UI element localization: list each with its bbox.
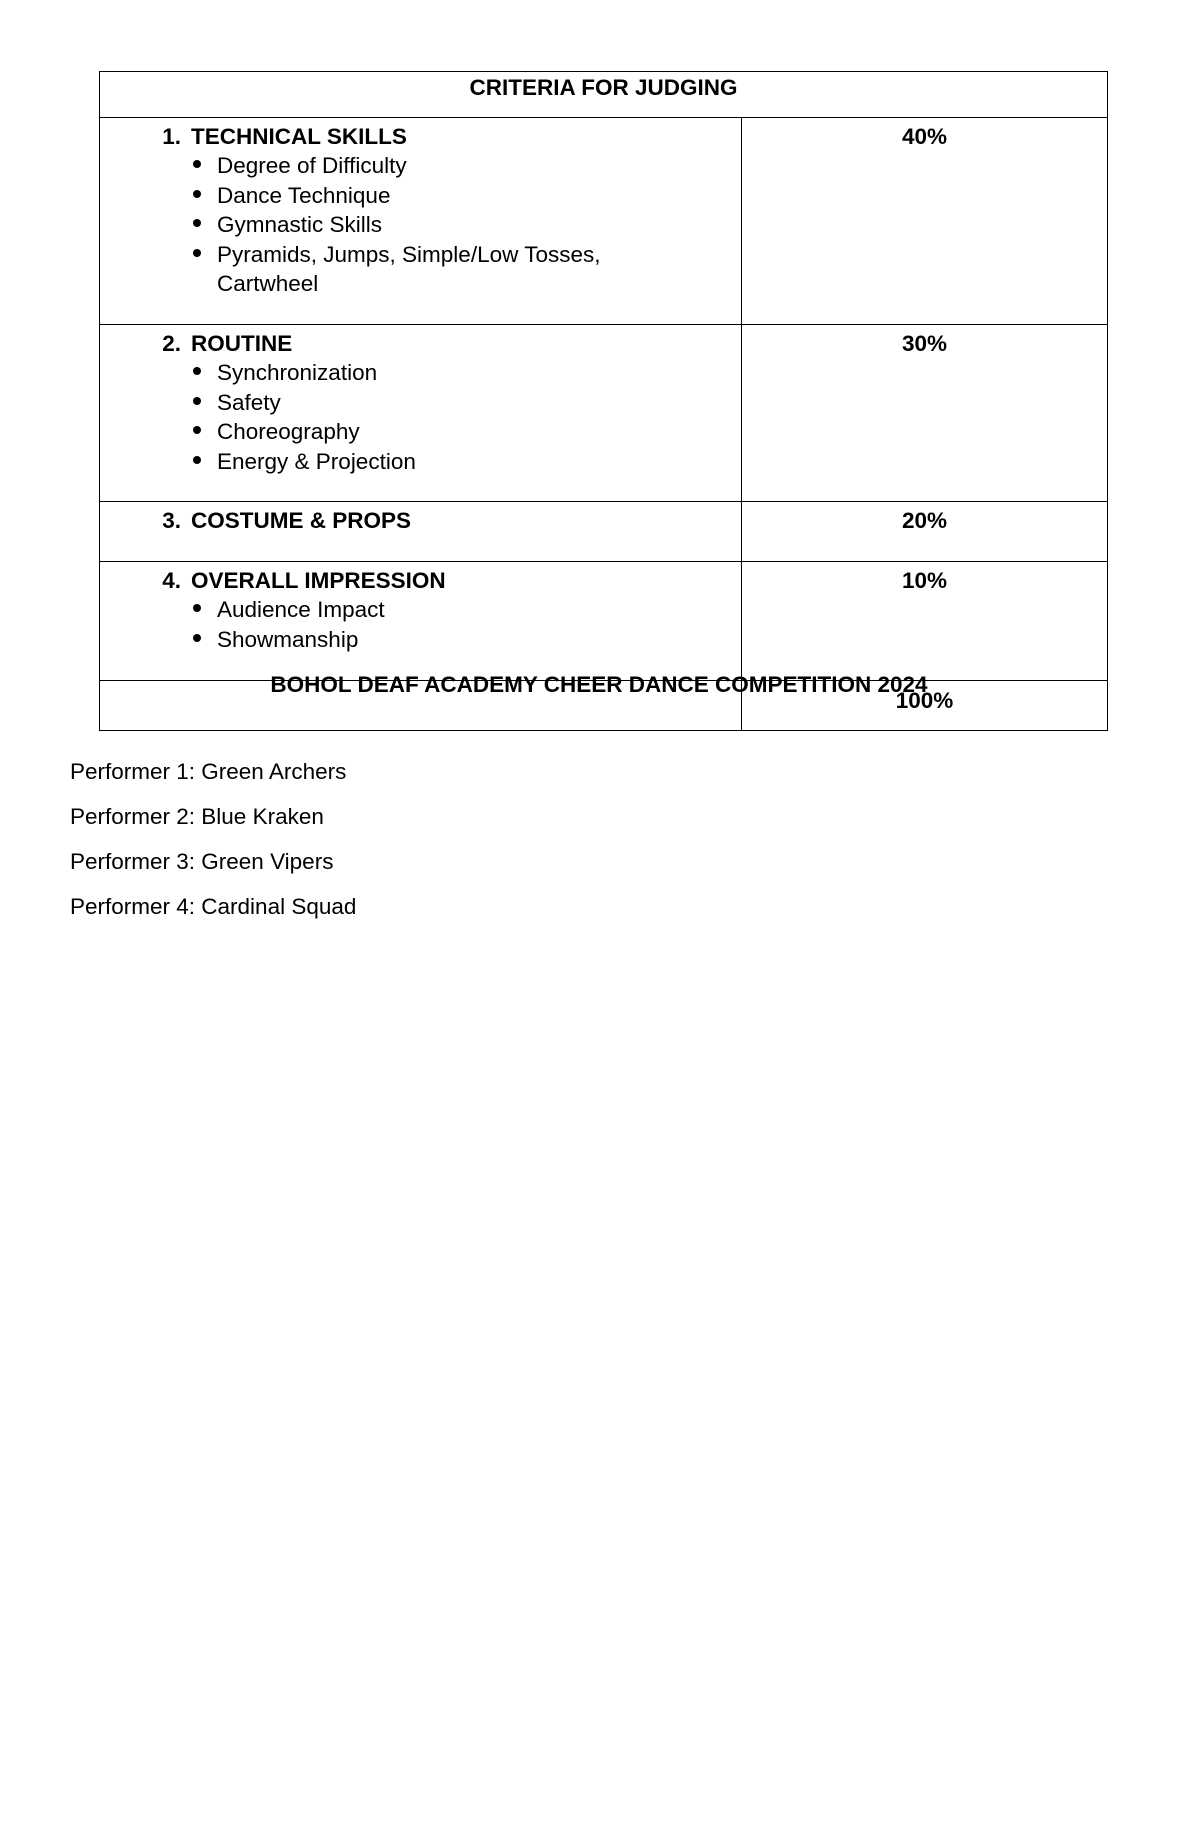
criterion-heading [100,122,741,151]
criterion-number: 4. [162,568,181,593]
criterion-cell [100,562,742,681]
criterion-number: 1. [162,124,181,149]
list-item [100,240,741,299]
bullet-icon [100,447,217,477]
list-item-text: Safety [217,389,281,415]
list-item [100,151,741,181]
performer-entry: Performer 4: Cardinal Squad [70,894,357,919]
bullet-icon [100,240,217,299]
criterion-weight: 40% [742,118,1108,325]
criterion-heading [100,566,741,595]
criterion-weight: 30% [742,325,1108,502]
table-header-row [100,72,1108,118]
criterion-title: COSTUME & PROPS [191,508,412,533]
bullet-icon [100,417,217,447]
criterion-heading [100,329,741,358]
list-item [100,417,741,447]
list-item [100,181,741,211]
performer-entry: Performer 2: Blue Kraken [70,804,324,829]
bullet-icon [100,595,217,625]
list-item-text: Energy & Projection [217,448,416,474]
list-item-text: Showmanship [217,626,359,652]
criterion-sub-list [100,595,741,654]
criterion-title: OVERALL IMPRESSION [191,568,446,593]
list-item [100,358,741,388]
criterion-title: ROUTINE [191,331,293,356]
list-item [100,447,741,477]
bullet-icon [100,210,217,240]
criterion-weight: 20% [742,502,1108,562]
performer-entry: Performer 3: Green Vipers [70,849,334,874]
list-item-text: Degree of Difficulty [217,153,407,178]
criterion-cell [100,325,742,502]
list-item [100,210,741,240]
list-item-text: Synchronization [217,360,378,385]
criterion-row [100,118,1108,325]
list-item-text: Pyramids, Jumps, Simple/Low Tosses, Cartwheel [217,241,601,296]
list-item-text: Gymnastic Skills [217,212,383,237]
total-weight: 100% [742,681,1108,731]
criterion-number: 2. [162,331,181,356]
list-item-text: Audience Impact [217,597,385,622]
criterion-number: 3. [162,508,181,533]
performer-list [70,757,356,937]
bullet-icon [100,625,217,655]
criterion-weight: 10% [742,562,1108,681]
criterion-sub-list [100,358,741,476]
list-item [100,388,741,418]
list-item [100,595,741,625]
bullet-icon [100,358,217,388]
list-item-text: Dance Technique [217,182,391,208]
criterion-cell [100,118,742,325]
event-title: BOHOL DEAF ACADEMY CHEER DANCE COMPETITION 2024 [270,672,928,697]
criterion-heading [100,506,741,535]
criterion-sub-list [100,151,741,299]
table-header: CRITERIA FOR JUDGING [100,72,1108,118]
list-item [100,625,741,655]
bullet-icon [100,151,217,181]
bullet-icon [100,388,217,418]
bullet-icon [100,181,217,211]
criterion-title: TECHNICAL SKILLS [191,124,407,149]
criterion-cell [100,502,742,562]
performer-entry: Performer 1: Green Archers [70,759,347,784]
criterion-row [100,325,1108,502]
criterion-row [100,562,1108,681]
criteria-table [99,71,1108,731]
list-item-text: Choreography [217,419,360,444]
criterion-row [100,502,1108,562]
